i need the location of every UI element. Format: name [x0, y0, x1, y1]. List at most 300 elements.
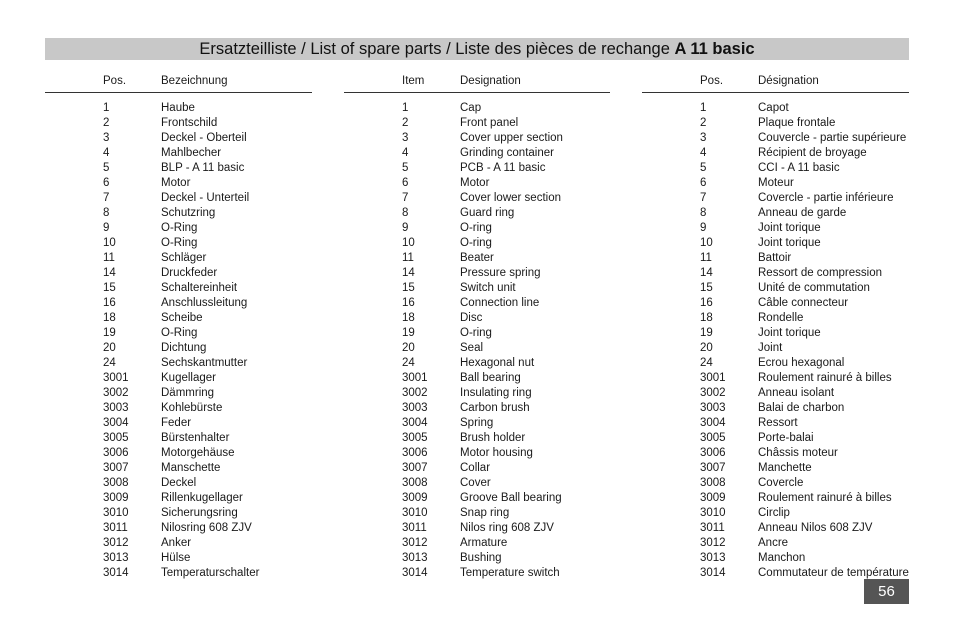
table-row — [45, 146, 312, 161]
desc-header: Désignation — [758, 75, 819, 87]
table-row — [45, 101, 312, 116]
part-description: Cover upper section — [460, 132, 563, 144]
part-position: 19 — [700, 327, 713, 339]
table-row — [344, 356, 610, 371]
table-row — [344, 551, 610, 566]
part-description: Schutzring — [161, 207, 216, 219]
part-description: Nilosring 608 ZJV — [161, 522, 252, 534]
part-position: 3003 — [700, 402, 726, 414]
table-row — [642, 221, 909, 236]
part-position: 3 — [402, 132, 409, 144]
part-position: 5 — [402, 162, 409, 174]
part-description: Kugellager — [161, 372, 216, 384]
table-row — [45, 491, 312, 506]
table-row — [642, 461, 909, 476]
french-parts-column — [642, 72, 909, 581]
table-row — [642, 521, 909, 536]
table-row — [45, 476, 312, 491]
part-description: Covercle — [758, 477, 804, 489]
table-row — [642, 551, 909, 566]
table-row — [642, 116, 909, 131]
table-row — [642, 296, 909, 311]
part-description: Brush holder — [460, 432, 526, 444]
part-description: Bushing — [460, 552, 502, 564]
part-position: 3011 — [103, 522, 128, 534]
part-description: Snap ring — [460, 507, 510, 519]
part-position: 3012 — [700, 537, 726, 549]
part-position: 2 — [700, 117, 707, 129]
part-position: 3 — [103, 132, 110, 144]
part-description: Schläger — [161, 252, 207, 264]
table-row — [344, 566, 610, 581]
part-description: Rillenkugellager — [161, 492, 243, 504]
table-row — [45, 446, 312, 461]
part-description: Armature — [460, 537, 508, 549]
part-description: Spring — [460, 417, 494, 429]
part-description: PCB - A 11 basic — [460, 162, 546, 174]
part-description: O-Ring — [161, 222, 198, 234]
part-description: Collar — [460, 462, 491, 474]
part-position: 3014 — [402, 567, 428, 579]
part-description: CCI - A 11 basic — [758, 162, 840, 174]
part-position: 3010 — [700, 507, 726, 519]
part-description: Bürstenhalter — [161, 432, 230, 444]
table-row — [642, 251, 909, 266]
part-position: 3008 — [103, 477, 129, 489]
part-description: Manschette — [161, 462, 221, 474]
part-position: 3006 — [700, 447, 726, 459]
table-row — [45, 236, 312, 251]
table-row — [45, 356, 312, 371]
model-name: A 11 basic — [674, 40, 755, 58]
part-description: Haube — [161, 102, 195, 114]
table-row — [344, 161, 610, 176]
table-row — [45, 371, 312, 386]
table-row — [45, 221, 312, 236]
part-description: Câble connecteur — [758, 297, 849, 309]
table-row — [45, 116, 312, 131]
part-position: 3003 — [402, 402, 428, 414]
table-row — [344, 236, 610, 251]
table-row — [344, 431, 610, 446]
part-position: 8 — [402, 207, 409, 219]
part-description: O-ring — [460, 327, 492, 339]
part-position: 3009 — [700, 492, 726, 504]
part-position: 10 — [402, 237, 415, 249]
part-description: Hexagonal nut — [460, 357, 535, 369]
desc-header: Designation — [460, 75, 521, 87]
part-description: Roulement rainuré à billes — [758, 372, 892, 384]
part-position: 3013 — [103, 552, 129, 564]
page-title: Ersatzteilliste / List of spare parts / Liste des pièces de rechange — [199, 40, 670, 58]
part-position: 3 — [700, 132, 707, 144]
part-description: Covercle - partie inférieure — [758, 192, 894, 204]
part-position: 2 — [103, 117, 110, 129]
table-row — [344, 176, 610, 191]
table-row — [642, 371, 909, 386]
table-row — [642, 491, 909, 506]
table-row — [45, 281, 312, 296]
part-position: 3003 — [103, 402, 129, 414]
part-description: Battoir — [758, 252, 792, 264]
part-position: 11 — [700, 252, 712, 264]
english-parts-column — [344, 72, 610, 581]
table-row — [642, 131, 909, 146]
part-position: 9 — [103, 222, 110, 234]
table-row — [642, 146, 909, 161]
part-position: 3007 — [700, 462, 726, 474]
part-description: Plaque frontale — [758, 117, 836, 129]
part-description: Porte-balai — [758, 432, 814, 444]
part-position: 3005 — [700, 432, 726, 444]
part-position: 24 — [402, 357, 415, 369]
part-description: Anneau isolant — [758, 387, 835, 399]
table-row — [642, 161, 909, 176]
column-header — [344, 72, 610, 93]
table-row — [45, 251, 312, 266]
table-row — [45, 176, 312, 191]
part-position: 3008 — [700, 477, 726, 489]
part-position: 3004 — [402, 417, 428, 429]
table-row — [642, 281, 909, 296]
part-position: 4 — [103, 147, 110, 159]
part-position: 18 — [402, 312, 415, 324]
table-row — [642, 311, 909, 326]
part-position: 16 — [700, 297, 713, 309]
table-row — [642, 206, 909, 221]
part-description: Frontschild — [161, 117, 218, 129]
table-row — [45, 386, 312, 401]
table-row — [642, 431, 909, 446]
table-row — [642, 416, 909, 431]
parts-list — [45, 101, 312, 581]
part-position: 3014 — [103, 567, 129, 579]
table-row — [344, 251, 610, 266]
part-position: 14 — [402, 267, 415, 279]
part-description: Récipient de broyage — [758, 147, 867, 159]
part-description: Balai de charbon — [758, 402, 845, 414]
part-description: Anker — [161, 537, 192, 549]
part-description: Manchette — [758, 462, 812, 474]
part-description: Dämmring — [161, 387, 215, 399]
table-row — [344, 401, 610, 416]
part-description: Mahlbecher — [161, 147, 222, 159]
part-position: 3013 — [700, 552, 726, 564]
part-position: 16 — [402, 297, 415, 309]
table-row — [344, 506, 610, 521]
table-row — [45, 296, 312, 311]
part-position: 14 — [700, 267, 713, 279]
part-description: Cover lower section — [460, 192, 561, 204]
part-position: 1 — [103, 102, 110, 114]
desc-header: Bezeichnung — [161, 75, 228, 87]
table-row — [344, 491, 610, 506]
part-description: Commutateur de température — [758, 567, 909, 579]
table-row — [642, 236, 909, 251]
part-description: Hülse — [161, 552, 191, 564]
part-position: 3008 — [402, 477, 428, 489]
pos-header: Pos. — [103, 75, 127, 87]
table-row — [45, 326, 312, 341]
part-position: 7 — [700, 192, 707, 204]
part-position: 6 — [103, 177, 110, 189]
part-position: 3009 — [103, 492, 129, 504]
part-description: Anneau Nilos 608 ZJV — [758, 522, 873, 534]
part-position: 3002 — [402, 387, 428, 399]
page-title-bar — [45, 38, 909, 60]
table-row — [45, 266, 312, 281]
part-description: Ressort de compression — [758, 267, 882, 279]
table-row — [642, 101, 909, 116]
part-description: Druckfeder — [161, 267, 218, 279]
part-description: Unité de commutation — [758, 282, 870, 294]
part-position: 11 — [103, 252, 115, 264]
part-position: 8 — [103, 207, 110, 219]
part-position: 15 — [700, 282, 713, 294]
part-position: 1 — [402, 102, 409, 114]
part-description: Joint torique — [758, 222, 821, 234]
pos-header: Pos. — [700, 75, 724, 87]
table-row — [344, 281, 610, 296]
table-row — [45, 551, 312, 566]
part-description: Nilos ring 608 ZJV — [460, 522, 554, 534]
part-position: 3004 — [700, 417, 726, 429]
part-description: Connection line — [460, 297, 540, 309]
part-position: 24 — [700, 357, 713, 369]
part-description: O-ring — [460, 222, 492, 234]
part-description: Manchon — [758, 552, 806, 564]
part-description: Groove Ball bearing — [460, 492, 562, 504]
page-number: 56 — [864, 579, 909, 604]
part-description: Ressort — [758, 417, 798, 429]
part-position: 3005 — [103, 432, 129, 444]
part-description: Joint torique — [758, 327, 821, 339]
part-description: Carbon brush — [460, 402, 530, 414]
part-description: Grinding container — [460, 147, 554, 159]
table-row — [642, 176, 909, 191]
table-row — [45, 311, 312, 326]
part-description: Seal — [460, 342, 484, 354]
table-row — [344, 476, 610, 491]
part-description: Schaltereinheit — [161, 282, 238, 294]
part-position: 3010 — [402, 507, 428, 519]
part-position: 19 — [402, 327, 415, 339]
part-description: Deckel — [161, 477, 197, 489]
part-position: 14 — [103, 267, 116, 279]
part-position: 3001 — [103, 372, 129, 384]
table-row — [642, 401, 909, 416]
part-position: 18 — [103, 312, 116, 324]
part-position: 3007 — [103, 462, 129, 474]
table-row — [642, 536, 909, 551]
part-description: O-Ring — [161, 327, 198, 339]
part-description: O-ring — [460, 237, 492, 249]
part-position: 16 — [103, 297, 116, 309]
part-description: Guard ring — [460, 207, 515, 219]
part-position: 3005 — [402, 432, 428, 444]
table-row — [642, 341, 909, 356]
part-position: 3002 — [700, 387, 726, 399]
part-description: Deckel - Unterteil — [161, 192, 250, 204]
table-row — [344, 191, 610, 206]
part-description: Capot — [758, 102, 789, 114]
part-description: Couvercle - partie supérieure — [758, 132, 907, 144]
table-row — [45, 506, 312, 521]
part-position: 3002 — [103, 387, 129, 399]
part-position: 1 — [700, 102, 707, 114]
column-header — [45, 72, 312, 93]
part-description: Scheibe — [161, 312, 203, 324]
table-row — [642, 326, 909, 341]
part-position: 11 — [402, 252, 414, 264]
part-description: Disc — [460, 312, 483, 324]
part-description: Pressure spring — [460, 267, 541, 279]
part-position: 19 — [103, 327, 116, 339]
part-position: 20 — [700, 342, 713, 354]
part-description: Temperaturschalter — [161, 567, 260, 579]
table-row — [642, 386, 909, 401]
part-description: Front panel — [460, 117, 519, 129]
part-position: 6 — [700, 177, 707, 189]
table-row — [344, 311, 610, 326]
part-position: 3006 — [402, 447, 428, 459]
part-description: Motor housing — [460, 447, 533, 459]
part-position: 3012 — [402, 537, 428, 549]
part-position: 3001 — [700, 372, 726, 384]
table-row — [344, 521, 610, 536]
part-description: Anschlussleitung — [161, 297, 248, 309]
table-row — [344, 146, 610, 161]
table-row — [45, 521, 312, 536]
part-description: Joint — [758, 342, 783, 354]
table-row — [45, 401, 312, 416]
part-description: Temperature switch — [460, 567, 560, 579]
parts-list — [642, 101, 909, 581]
table-row — [344, 296, 610, 311]
parts-list — [344, 101, 610, 581]
table-row — [642, 356, 909, 371]
part-description: Ancre — [758, 537, 789, 549]
table-row — [642, 446, 909, 461]
part-position: 7 — [402, 192, 409, 204]
table-row — [344, 221, 610, 236]
part-position: 3004 — [103, 417, 129, 429]
part-description: Sicherungsring — [161, 507, 238, 519]
table-row — [45, 206, 312, 221]
part-position: 8 — [700, 207, 707, 219]
part-description: Feder — [161, 417, 192, 429]
pos-header: Item — [402, 75, 425, 87]
table-row — [45, 566, 312, 581]
table-row — [344, 116, 610, 131]
table-row — [344, 131, 610, 146]
table-row — [344, 341, 610, 356]
part-position: 3011 — [402, 522, 427, 534]
part-position: 24 — [103, 357, 116, 369]
table-row — [344, 461, 610, 476]
table-row — [642, 476, 909, 491]
table-row — [45, 536, 312, 551]
table-row — [45, 461, 312, 476]
part-description: Ecrou hexagonal — [758, 357, 845, 369]
part-position: 15 — [402, 282, 415, 294]
table-row — [642, 506, 909, 521]
part-description: O-Ring — [161, 237, 198, 249]
part-position: 5 — [700, 162, 707, 174]
part-position: 4 — [402, 147, 409, 159]
part-description: Deckel - Oberteil — [161, 132, 247, 144]
part-description: Ball bearing — [460, 372, 521, 384]
part-description: Rondelle — [758, 312, 804, 324]
part-description: Motor — [161, 177, 191, 189]
part-description: Cap — [460, 102, 482, 114]
part-position: 3013 — [402, 552, 428, 564]
part-position: 3001 — [402, 372, 428, 384]
part-description: Switch unit — [460, 282, 516, 294]
part-description: Dichtung — [161, 342, 207, 354]
part-description: Beater — [460, 252, 494, 264]
part-description: Joint torique — [758, 237, 821, 249]
german-parts-column — [45, 72, 312, 581]
table-row — [344, 386, 610, 401]
part-position: 3014 — [700, 567, 726, 579]
table-row — [344, 266, 610, 281]
part-description: Motorgehäuse — [161, 447, 235, 459]
part-position: 3011 — [700, 522, 725, 534]
part-position: 20 — [103, 342, 116, 354]
part-description: Anneau de garde — [758, 207, 847, 219]
part-description: Kohlebürste — [161, 402, 223, 414]
part-position: 10 — [700, 237, 713, 249]
part-position: 7 — [103, 192, 110, 204]
table-row — [45, 131, 312, 146]
part-position: 3012 — [103, 537, 129, 549]
part-position: 10 — [103, 237, 116, 249]
table-row — [45, 161, 312, 176]
part-description: Circlip — [758, 507, 790, 519]
table-row — [45, 341, 312, 356]
part-description: Insulating ring — [460, 387, 532, 399]
part-description: Cover — [460, 477, 491, 489]
part-position: 15 — [103, 282, 116, 294]
part-position: 5 — [103, 162, 110, 174]
part-position: 3006 — [103, 447, 129, 459]
part-position: 4 — [700, 147, 707, 159]
table-row — [344, 101, 610, 116]
table-row — [344, 416, 610, 431]
part-description: Sechskantmutter — [161, 357, 248, 369]
table-row — [45, 191, 312, 206]
table-row — [45, 431, 312, 446]
table-row — [45, 416, 312, 431]
table-row — [344, 326, 610, 341]
part-description: Châssis moteur — [758, 447, 838, 459]
table-row — [344, 446, 610, 461]
part-position: 2 — [402, 117, 409, 129]
part-position: 3009 — [402, 492, 428, 504]
part-description: Moteur — [758, 177, 794, 189]
part-description: Motor — [460, 177, 490, 189]
part-position: 9 — [402, 222, 409, 234]
table-row — [344, 371, 610, 386]
column-header — [642, 72, 909, 93]
table-row — [642, 191, 909, 206]
table-row — [344, 206, 610, 221]
table-row — [344, 536, 610, 551]
part-position: 18 — [700, 312, 713, 324]
part-position: 20 — [402, 342, 415, 354]
table-row — [642, 266, 909, 281]
